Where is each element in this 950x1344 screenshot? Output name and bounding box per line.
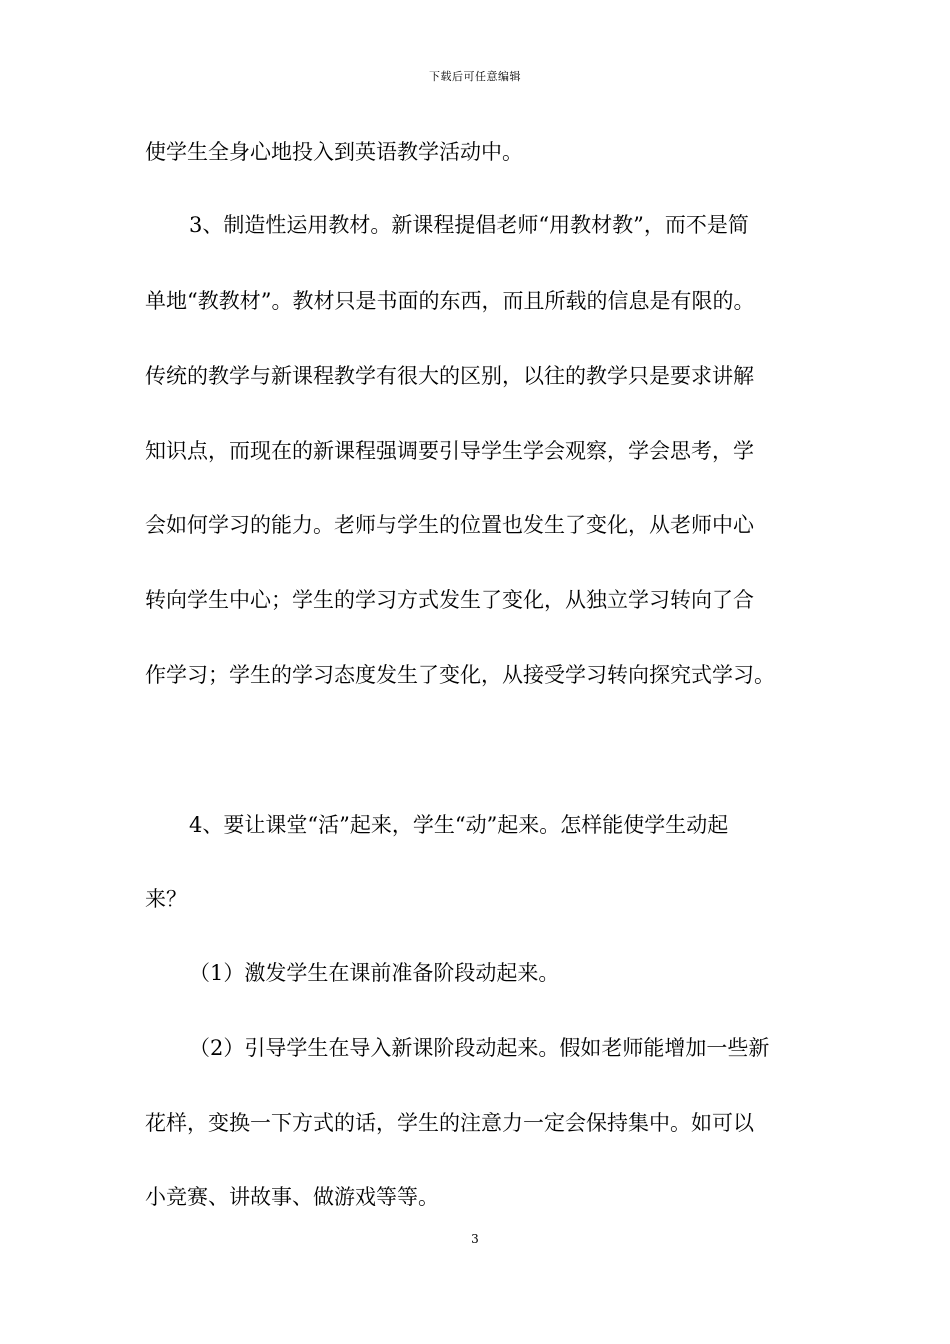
page-header: 下载后可任意编辑 — [429, 70, 521, 83]
paragraph-line: 传统的教学与新课程教学有很大的区别，以往的教学只是要求讲解 — [145, 364, 754, 388]
paragraph-line: 会如何学习的能力。老师与学生的位置也发生了变化，从老师中心 — [145, 513, 754, 537]
paragraph-line: 转向学生中心；学生的学习方式发生了变化，从独立学习转向了合 — [145, 588, 754, 612]
paragraph-line: 作学习；学生的学习态度发生了变化，从接受学习转向探究式学习。 — [145, 663, 775, 687]
paragraph-line: 单地“教教材”。教材只是书面的东西，而且所载的信息是有限的。 — [145, 289, 755, 313]
paragraph-line: （1）激发学生在课前准备阶段动起来。 — [189, 961, 560, 985]
paragraph-line: 3、制造性运用教材。新课程提倡老师“用教材教”，而不是简 — [189, 213, 749, 237]
paragraph-line: 小竞赛、讲故事、做游戏等等。 — [145, 1185, 439, 1209]
paragraph-line: 花样，变换一下方式的话，学生的注意力一定会保持集中。如可以 — [145, 1111, 754, 1135]
page-number: 3 — [471, 1232, 479, 1246]
paragraph-line: 使学生全身心地投入到英语教学活动中。 — [145, 140, 523, 164]
paragraph-line: 4、要让课堂“活”起来，学生“动”起来。怎样能使学生动起 — [189, 813, 729, 837]
paragraph-line: 来？ — [145, 887, 187, 911]
paragraph-line: 知识点，而现在的新课程强调要引导学生学会观察，学会思考，学 — [145, 439, 754, 463]
paragraph-line: （2）引导学生在导入新课阶段动起来。假如老师能增加一些新 — [189, 1036, 770, 1060]
